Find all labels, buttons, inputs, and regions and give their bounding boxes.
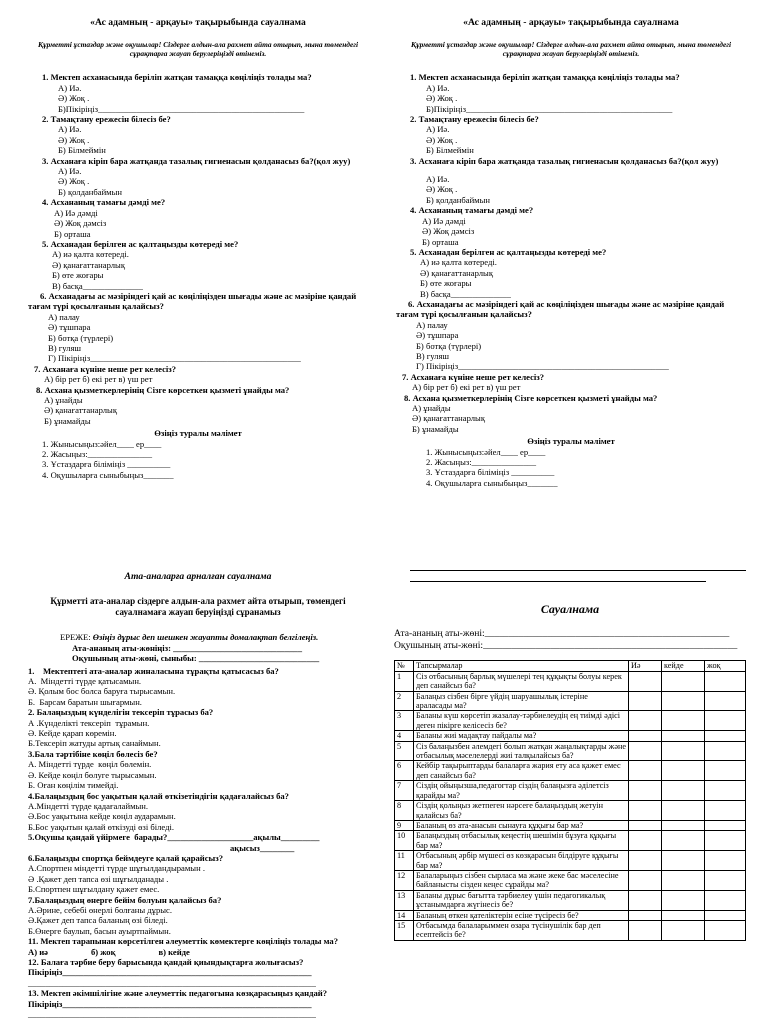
row-number: 6 (395, 761, 414, 781)
student-name-line: Оқушының аты-жөні:_____________________________________________________ (394, 640, 738, 652)
question-8: 8. Асхана қызметкерлерінің Сізге көрсеткен қызметі ұнайды ма? А) ұнайды Ә) қанағаттанарлық Б) ұнамайды (36, 384, 290, 426)
parents-line: 5.Оқушы қандай үйірмеге барады?____________________ақылы_________ (28, 832, 320, 843)
parent-name-field: Ата-ананың аты-жөніңіз: ______________________________ (72, 642, 303, 653)
about-title: Өзіңіз туралы мәлімет (527, 436, 615, 447)
table-row (395, 671, 746, 691)
col-sometimes: кейде (662, 661, 705, 671)
parents-line: 12. Балаға тәрбие беру барысында қандай қиындықтарға жолығасыз? (28, 957, 304, 967)
row-number: 2 (395, 691, 414, 711)
student-name-field: Оқушының аты-жөні, сыныбы: ____________________________ (72, 653, 320, 664)
table-survey-title: Сауалнама (540, 602, 600, 616)
row-task: Кейбір тақырыптарды балаларға жария ету аса қажет емес деп санайсыз ба? (414, 761, 629, 781)
table-row (395, 761, 746, 781)
parents-line: А. Міндетті түрде қатысамын. (28, 676, 142, 687)
row-number: 12 (395, 870, 414, 890)
table-row (395, 920, 746, 940)
answer-yes-cell[interactable] (629, 801, 662, 821)
parents-line: Ә.Қажет деп тапса баланың өзі біледі. (28, 915, 168, 926)
answer-yes-cell[interactable] (629, 671, 662, 691)
parents-line: А.Міндетті түрде қадағалаймын. (28, 800, 149, 811)
answer-yes-cell[interactable] (629, 691, 662, 711)
col-number: № (395, 661, 414, 671)
row-task: Балаңыздың отбасылық кеңестің шешімін бұзуға құқығы бар ма? (414, 831, 629, 851)
answer-no-cell[interactable] (705, 890, 746, 910)
answer-no-cell[interactable] (705, 870, 746, 890)
parents-line: Ә .Қажет деп тапса өзі шұғылданады . (28, 873, 169, 884)
parents-title: Ата-аналарға арналған сауалнама (124, 571, 272, 582)
rule-line-2 (410, 571, 706, 582)
parents-line: 4.Балаңыздың бос уақытын қалай өткізетіндігін қадағалайсыз ба? (28, 790, 289, 801)
parents-line: Ә.Бос уақытына кейде көңіл аударамын. (28, 811, 176, 822)
row-task: Балаларыңыз сізбен сырласа ма және жеке бас мәселесіне байланысты сізден кеңес сұрайды ма? (414, 870, 629, 890)
top-rule-lines (394, 566, 746, 582)
answer-sometimes-cell[interactable] (662, 671, 705, 691)
answer-no-cell[interactable] (705, 711, 746, 731)
parents-line: Б. Оған көңілім тимейді. (28, 780, 119, 791)
table-row (395, 910, 746, 920)
parents-survey (28, 572, 368, 1019)
survey-copy-right (396, 18, 746, 488)
row-task: Сіздің ойыңызша,педагогтар сіздің балаңызға әділетсіз қарайды ма? (414, 781, 629, 801)
table-survey (394, 566, 746, 941)
rule-label: ЕРЕЖЕ: (60, 632, 91, 643)
col-yes: Иә (629, 661, 662, 671)
answer-sometimes-cell[interactable] (662, 870, 705, 890)
answer-sometimes-cell[interactable] (662, 851, 705, 871)
rule-line (28, 632, 368, 642)
parents-line: 2. Балаңыздың күнделігін тексеріп тұрасыз ба? (28, 707, 214, 718)
question-7: 7. Асханаға күніне неше рет келесіз? А) бір рет б) екі рет в) үш рет (402, 371, 545, 393)
answer-no-cell[interactable] (705, 920, 746, 940)
answer-no-cell[interactable] (705, 761, 746, 781)
row-task: Балаңыз сізбен бірге үйдің шаруашылық істеріне араласады ма? (414, 691, 629, 711)
row-task: Сіз отбасының барлық мүшелері тең құқықты болуы керек деп санайсыз ба? (414, 671, 629, 691)
answer-sometimes-cell[interactable] (662, 890, 705, 910)
row-number: 1 (395, 671, 414, 691)
answer-no-cell[interactable] (705, 851, 746, 871)
parent-name-line: Ата-ананың аты-жөні:___________________________________________________ (394, 628, 730, 640)
table-row (395, 890, 746, 910)
answer-no-cell[interactable] (705, 691, 746, 711)
question-1: 1. Мектеп асханасында беріліп жатқан тамаққа көңіліңіз толады ма? А) Иә. Ә) Жоқ . Б)Пікіріңіз________________________________________________ (42, 72, 312, 114)
row-number: 13 (395, 890, 414, 910)
about-title: Өзіңіз туралы мәлімет (154, 428, 242, 439)
answer-sometimes-cell[interactable] (662, 831, 705, 851)
row-task: Баланың өз ата-анасын сынауға құқығы бар ма? (414, 820, 629, 830)
table-row (395, 691, 746, 711)
row-task: Сіздің қолыңыз жетпеген нәрсеге балаңыздың жетуін қалайсыз ба? (414, 801, 629, 821)
col-tasks: Тапсырмалар (414, 661, 629, 671)
answer-yes-cell[interactable] (629, 820, 662, 830)
question-7: 7. Асханаға күніне неше рет келесіз? А) бір рет б) екі рет в) үш рет (34, 363, 177, 385)
survey-intro: Құрметті ұстаздар және оқушылар! Сіздерге алдын-ала рахмет айта отырып, мына төмендегі сұрақтарға жауап берулеріңізді өтінеміз. (410, 40, 732, 59)
parents-line: 3.Бала тәртібіне көңіл бөлесіз бе? (28, 748, 158, 759)
answer-sometimes-cell[interactable] (662, 910, 705, 920)
table-row (395, 741, 746, 761)
row-number: 8 (395, 801, 414, 821)
row-task: Баланы күш көрсетіп жазалау-тәрбиелеудің ең тиімді әдісі деген пікірге келісесіз бе? (414, 711, 629, 731)
answer-yes-cell[interactable] (629, 870, 662, 890)
table-row (395, 851, 746, 871)
question-2: 2. Тамақтану ережесін білесіз бе? А) Иә. Ә) Жоқ . Б) Білмеймін (410, 114, 539, 156)
row-number: 11 (395, 851, 414, 871)
about-list: 1. Жынысыңыз:әйел____ ер____ 2. Жасыңыз:_______________ 3. Ұстаздарға біліміңіз __________ 4. Оқушыларға сыныбыңыз_______ (426, 446, 558, 488)
answer-sometimes-cell[interactable] (662, 741, 705, 761)
question-list (28, 72, 368, 426)
row-number: 5 (395, 741, 414, 761)
parents-line: Б. Барсам баратын шығармын. (28, 696, 142, 707)
row-number: 4 (395, 731, 414, 741)
question-1: 1. Мектеп асханасында беріліп жатқан тамаққа көңіліңіз толады ма? А) Иә. Ә) Жоқ . Б)Пікіріңіз________________________________________________ (410, 72, 680, 114)
table-row (395, 731, 746, 741)
question-6: 6. Асханадағы ас мәзіріндегі қай ас көңіліңізден шығады және ас мәзіріне қандай тағам түрі қосылғанын қалайсыз? А) палау Ә) тұшпара Б) ботқа (түрлері) В) гуляш Г) Пікіріңіз_________________________________________________ (28, 290, 357, 364)
table-row (395, 870, 746, 890)
table-row (395, 801, 746, 821)
parents-line: Б.Бос уақытын қалай өткізуді өзі біледі. (28, 821, 175, 832)
question-5: 5. Асханадан берілген ас қалтаңызды көтереді ме? А) иә қалта көтереді. Ә) қанағаттанарлық Б) өте жоғары В) басқа______________ (42, 238, 239, 291)
parents-line: А.Әрине, себебі өнерлі болғаны дұрыс. (28, 904, 173, 915)
parents-line: А.Спортпен міндетті түрде шұғылдандырамын . (28, 863, 205, 874)
question-3: 3. Асханаға кіріп бара жатқанда тазалық гигиенасын қолданасыз ба?(қол жуу) А) Иә. Ә) Жоқ . Б) қолданбаймын (410, 155, 719, 205)
answer-sometimes-cell[interactable] (662, 920, 705, 940)
parents-intro: Құрметті ата-аналар сіздерге алдын-ала рахмет айта отырып, төмендегі сауалнамаға жауап беруіңізді сұранамыз (50, 596, 346, 618)
parents-line: Б.Тексеріп жатуды артық санаймын. (28, 738, 161, 749)
question-2: 2. Тамақтану ережесін білесіз бе? А) Иә. Ә) Жоқ . Б) Білмеймін (42, 114, 171, 156)
answer-yes-cell[interactable] (629, 761, 662, 781)
answer-no-cell[interactable] (705, 910, 746, 920)
col-no: жоқ (705, 661, 746, 671)
row-number: 10 (395, 831, 414, 851)
row-task: Баланы дұрыс бағытта тәрбиелеу үшін педагогикалық ұстанымдарға жүгінесіз бе? (414, 890, 629, 910)
row-task: Баланы жиі мадақтау пайдалы ма? (414, 731, 629, 741)
about-list: 1. Жынысыңыз:әйел____ ер____ 2. Жасыңыз:_______________ 3. Ұстаздарға біліміңіз __________ 4. Оқушыларға сыныбыңыз_______ (42, 438, 174, 480)
parents-line: Пікіріңіз__________________________________________________________ (28, 967, 312, 978)
question-8: 8. Асхана қызметкерлерінің Сізге көрсеткен қызметі ұнайды ма? А) ұнайды Ә) қанағаттанарлық Б) ұнамайды (404, 392, 658, 434)
parents-line: Пікіріңіз__________________________________________________________ (28, 998, 312, 1009)
parents-line: 11. Мектеп тарапынан көрсетілген әлеуметтік көмектерге көңіліңіз толады ма? (28, 936, 338, 947)
parents-line: ___________________________________________________________________ (28, 977, 316, 988)
question-list (396, 72, 746, 434)
answer-sometimes-cell[interactable] (662, 761, 705, 781)
row-task: Сіз балаңызбен әлемдегі болып жатқан жаңалықтарды және отбасылық мәселелерді жиі талқылайсыз ба? (414, 741, 629, 761)
question-4: 4. Асхананың тамағы дәмді ме? А) Иә дәмді Ә) Жоқ дәмсіз Б) орташа (410, 205, 534, 247)
row-number: 9 (395, 820, 414, 830)
answer-yes-cell[interactable] (629, 711, 662, 731)
answer-sometimes-cell[interactable] (662, 691, 705, 711)
parents-question-list (28, 666, 368, 1020)
table-row (395, 711, 746, 731)
answer-sometimes-cell[interactable] (662, 711, 705, 731)
table-row (395, 820, 746, 830)
parents-line: 7.Балаңыздың өнерге бейім болуын қалайсыз ба? (28, 894, 222, 905)
question-4: 4. Асхананың тамағы дәмді ме? А) Иә дәмді Ә) Жоқ дәмсіз Б) орташа (42, 197, 166, 239)
rule-text: Өзіңіз дұрыс деп шешкен жауапты домалақтап белгілеңіз. (92, 632, 319, 643)
question-6: 6. Асханадағы ас мәзіріндегі қай ас көңіліңізден шығады және ас мәзіріне қандай тағам түрі қосылғанын қалайсыз? А) палау Ә) тұшпара Б) ботқа (түрлері) В) гуляш Г) Пікіріңіз_________________________________________________ (396, 298, 725, 372)
parents-line: Б.Спортпен шұғылдану қажет емес. (28, 884, 160, 895)
survey-title: «Ас адамның - арқауы» тақырыбында сауалнама (463, 17, 679, 28)
answer-no-cell[interactable] (705, 781, 746, 801)
parents-line: ақысыз________ (28, 842, 295, 853)
parents-line: ___________________________________________________________________ (28, 1009, 316, 1020)
survey-intro: Құрметті ұстаздар және оқушылар! Сіздерге алдын-ала рахмет айта отырып, мына төмендегі сұрақтарға жауап берулеріңізді өтінеміз. (37, 40, 359, 59)
table-row (395, 781, 746, 801)
parents-line: Ә. Қолым бос болса баруға тырысамын. (28, 686, 176, 697)
parents-line: Б.Өнерге баулып, басын ауыртпаймын. (28, 925, 171, 936)
parents-line: 6.Балаңызды спортқа беймдеуге қалай қарайсыз? (28, 852, 224, 863)
answer-sometimes-cell[interactable] (662, 801, 705, 821)
survey-copy-left (28, 18, 368, 480)
parents-line: А. Міндетті түрде көңіл бөлемін. (28, 759, 152, 770)
answer-yes-cell[interactable] (629, 831, 662, 851)
question-5: 5. Асханадан берілген ас қалтаңызды көтереді ме? А) иә қалта көтереді. Ә) қанағаттанарлық Б) өте жоғары В) басқа______________ (410, 246, 607, 299)
answer-no-cell[interactable] (705, 671, 746, 691)
answer-no-cell[interactable] (705, 831, 746, 851)
parents-line: А) иә б) жоқ в) кейде (28, 946, 190, 957)
answer-no-cell[interactable] (705, 820, 746, 830)
parents-line: 1. Мектептегі ата-аналар жиналасына тұрақты қатысасыз ба? (28, 665, 279, 676)
table-row (395, 831, 746, 851)
row-number: 3 (395, 711, 414, 731)
answer-no-cell[interactable] (705, 741, 746, 761)
table-body (395, 671, 746, 940)
answer-yes-cell[interactable] (629, 920, 662, 940)
row-number: 14 (395, 910, 414, 920)
row-number: 7 (395, 781, 414, 801)
answer-yes-cell[interactable] (629, 781, 662, 801)
answer-sometimes-cell[interactable] (662, 731, 705, 741)
answer-yes-cell[interactable] (629, 731, 662, 741)
answer-no-cell[interactable] (705, 801, 746, 821)
survey-title: «Ас адамның - арқауы» тақырыбында сауалнама (90, 17, 306, 28)
answer-yes-cell[interactable] (629, 890, 662, 910)
parents-line: Ә. Кейде көңіл бөлуге тырысамын. (28, 769, 157, 780)
row-task: Баланың өткен қателіктерін есіне түсіресіз бе? (414, 910, 629, 920)
parents-line: Ә. Кейде қарап көремін. (28, 728, 117, 739)
question-3: 3. Асханаға кіріп бара жатқанда тазалық гигиенасын қолданасыз ба?(қол жуу) А) Иә. Ә) Жоқ . Б) қолданбаймын (42, 155, 351, 197)
table-header-row (395, 661, 746, 671)
answer-sometimes-cell[interactable] (662, 781, 705, 801)
survey-table (394, 660, 746, 940)
row-number: 15 (395, 920, 414, 940)
row-task: Отбасының әрбір мүшесі өз көзқарасын білдіруге құқығы бар ма? (414, 851, 629, 871)
answer-yes-cell[interactable] (629, 851, 662, 871)
answer-yes-cell[interactable] (629, 741, 662, 761)
parents-line: А .Күнделікті тексеріп тұрамын. (28, 717, 150, 728)
answer-sometimes-cell[interactable] (662, 820, 705, 830)
answer-no-cell[interactable] (705, 731, 746, 741)
parents-line: 13. Мектеп әкімшілігіне және әлеуметтік педагогына көзқарасыңыз қандай? (28, 988, 328, 999)
answer-yes-cell[interactable] (629, 910, 662, 920)
row-task: Отбасымда балаларыммен өзара түсінушілік бар деп есептейсіз бе? (414, 920, 629, 940)
